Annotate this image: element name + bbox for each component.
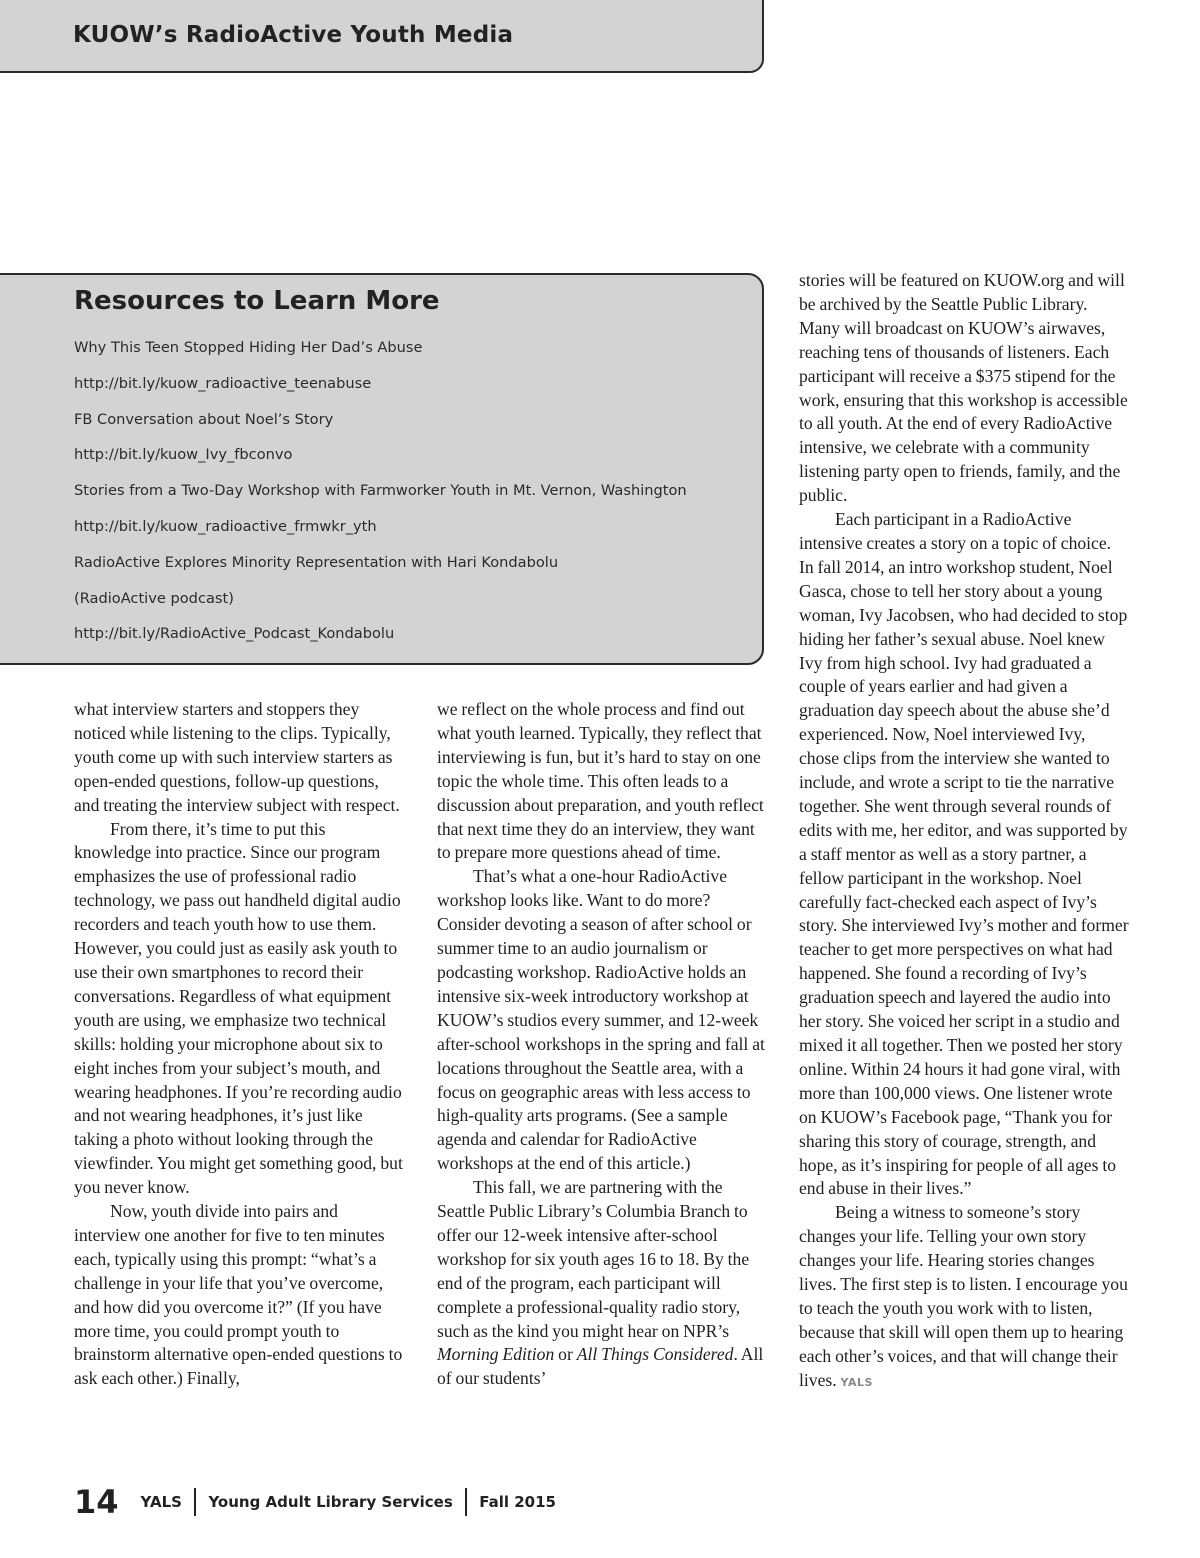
resource-link[interactable]: http://bit.ly/kuow_radioactive_teenabuse bbox=[74, 374, 372, 392]
resource-link[interactable]: http://bit.ly/RadioActive_Podcast_Kondabolu bbox=[74, 625, 395, 643]
resource-title: RadioActive Explores Minority Representation with Hari Kondabolu bbox=[74, 553, 559, 571]
section-title: KUOW’s RadioActive Youth Media bbox=[73, 22, 514, 48]
article-column-3 bbox=[799, 269, 1129, 1395]
resource-link[interactable]: http://bit.ly/kuow_Ivy_fbconvo bbox=[74, 446, 293, 464]
footer-divider bbox=[465, 1488, 468, 1516]
program-title: All Things Considered bbox=[576, 1344, 734, 1365]
issue-date: Fall 2015 bbox=[479, 1493, 556, 1511]
resources-heading: Resources to Learn More bbox=[74, 286, 440, 316]
text-run: or bbox=[554, 1344, 577, 1365]
text-run: This fall, we are partnering with the Seattle Public Library’s Columbia Branch to offer our 12-week intensive after-school workshop for six youth ages 16 to 18. By the end of the program, each participant will complete a professional-quality radio story, such as the kind you might hear on NPR’s bbox=[437, 1177, 750, 1341]
footer-divider bbox=[194, 1488, 197, 1516]
end-mark: YALS bbox=[840, 1375, 873, 1389]
paragraph: That’s what a one-hour RadioActive workshop looks like. Want to do more? Consider devoting a season of after school or summer time to an audio journalism or podcasting workshop. RadioActive holds an intensive six-week introductory workshop at KUOW’s studios every summer, and 12-week after-school workshops in the spring and fall at locations throughout the Seattle area, with a focus on geographic areas with less access to high-quality arts programs. (See a sample agenda and calendar for RadioActive workshops at the end of this article.) bbox=[437, 866, 765, 1174]
program-title: Morning Edition bbox=[437, 1344, 555, 1365]
resource-note: (RadioActive podcast) bbox=[74, 589, 234, 607]
paragraph bbox=[437, 1176, 769, 1391]
resource-link[interactable]: http://bit.ly/kuow_radioactive_frmwkr_yth bbox=[74, 517, 377, 535]
text-run: Being a witness to someone’s story changes your life. Telling your own story changes your life. Hearing stories changes lives. The first step is to listen. I encourage you to teach the youth you work with to listen, because that skill will open them up to hearing each other’s voices, and that will change their lives. bbox=[799, 1202, 1128, 1390]
paragraph: stories will be featured on KUOW.org and will be archived by the Seattle Public Library. Many will broadcast on KUOW’s airwaves, reaching tens of thousands of listeners. Each participant will receive a $375 stipend for the work, ensuring that this workshop is accessible to all youth. At the end of every RadioActive intensive, we celebrate with a community listening party open to friends, family, and the public. bbox=[799, 270, 1128, 506]
paragraph: Now, youth divide into pairs and interview one another for five to ten minutes each, typically using this prompt: “what’s a challenge in your life that you’ve overcome, and how did you overcome it?” (If you have more time, you could prompt youth to brainstorm alternative open-ended questions to ask each other.) Finally, bbox=[74, 1201, 403, 1389]
page-number: 14 bbox=[74, 1483, 119, 1521]
article-column-1 bbox=[74, 698, 406, 1391]
paragraph bbox=[799, 1201, 1129, 1394]
article-column-2 bbox=[437, 698, 769, 1391]
resources-list bbox=[74, 335, 754, 657]
text-run: . All of our students’ bbox=[437, 1344, 764, 1389]
resource-title: FB Conversation about Noel’s Story bbox=[74, 410, 334, 428]
paragraph: what interview starters and stoppers they noticed while listening to the clips. Typically, youth come up with such interview starters as open-ended questions, follow-up questions, and treating the interview subject with respect. bbox=[74, 699, 400, 815]
page-footer bbox=[74, 1482, 556, 1522]
journal-name: Young Adult Library Services bbox=[208, 1493, 453, 1511]
journal-abbrev: YALS bbox=[140, 1493, 182, 1511]
paragraph: From there, it’s time to put this knowledge into practice. Since our program emphasizes the use of professional radio technology, we pass out handheld digital audio recorders and teach youth how to use them. However, you could just as easily ask youth to use their own smartphones to record their conversations. Regardless of what equipment youth are using, we emphasize two technical skills: holding your microphone about six to eight inches from your subject’s mouth, and wearing headphones. If you’re recording audio and not wearing headphones, it’s just like taking a photo without looking through the viewfinder. You might get something good, but you never know. bbox=[74, 818, 403, 1198]
paragraph: Each participant in a RadioActive intensive creates a story on a topic of choice. In fall 2014, an intro workshop student, Noel Gasca, chose to tell her story about a young woman, Ivy Jacobsen, who had decided to stop hiding her father’s sexual abuse. Noel knew Ivy from high school. Ivy had graduated a couple of years earlier and had given a graduation day speech about the abuse she’d experienced. Now, Noel interviewed Ivy, chose clips from the interview she wanted to include, and wrote a script to tie the narrative together. She went through several rounds of edits with me, her editor, and was supported by a staff mentor as well as a story partner, a fellow participant in the workshop. Noel carefully fact-checked each aspect of Ivy’s story. She interviewed Ivy’s mother and former teacher to get more perspectives on what had happened. She found a recording of Ivy’s graduation speech and layered the audio into her story. She voiced her script in a studio and mixed it all together. Then we posted her story online. Within 24 hours it had gone viral, with more than 100,000 views. One listener wrote on KUOW’s Facebook page, “Thank you for sharing this story of courage, strength, and hope, as it’s inspiring for people of all ages to end abuse in their lives.” bbox=[799, 509, 1129, 1199]
resource-title: Stories from a Two-Day Workshop with Farmworker Youth in Mt. Vernon, Washington bbox=[74, 482, 687, 500]
resource-title: Why This Teen Stopped Hiding Her Dad’s Abuse bbox=[74, 339, 423, 356]
paragraph: we reflect on the whole process and find out what youth learned. Typically, they reflect that interviewing is fun, but it’s hard to stay on one topic the whole time. This often leads to a discussion about preparation, and youth reflect that next time they do an interview, they want to prepare more questions ahead of time. bbox=[437, 699, 764, 863]
